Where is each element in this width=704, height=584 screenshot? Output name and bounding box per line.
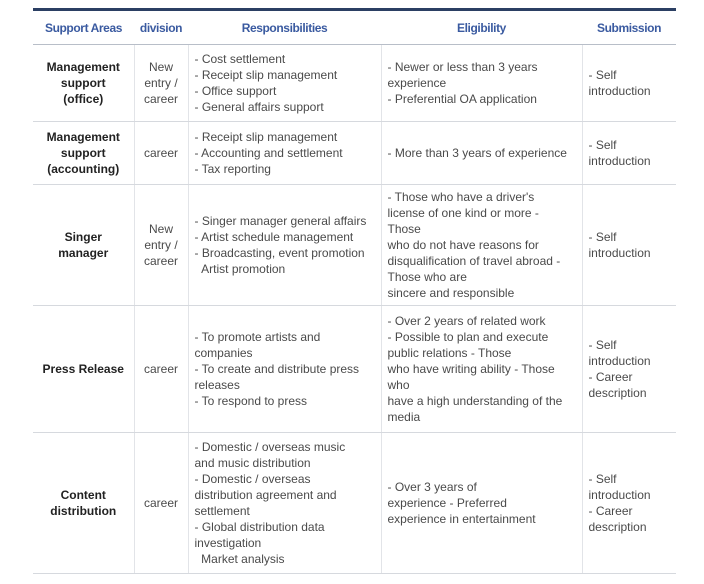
submission-line: introduction — [588, 154, 651, 168]
submission-line: description — [588, 520, 647, 534]
responsibilities-line: - Receipt slip management — [194, 68, 338, 82]
eligibility-line: sincere and responsible — [387, 286, 515, 300]
responsibilities-line: - Tax reporting — [194, 162, 271, 176]
submission-line: - Self — [588, 230, 617, 244]
support-area-cell — [33, 185, 134, 306]
submission-line: introduction — [588, 246, 651, 260]
header-support-areas: Support Areas — [33, 10, 134, 45]
responsibilities-cell — [188, 45, 381, 122]
submission-cell — [582, 306, 676, 433]
table-row — [33, 185, 676, 306]
responsibilities-line: settlement — [194, 504, 250, 518]
division-cell — [134, 306, 188, 433]
submission-cell — [582, 433, 676, 574]
submission-line: - Self — [588, 338, 617, 352]
support-area-line: (accounting) — [47, 162, 120, 176]
eligibility-line: have a high understanding of the — [387, 394, 563, 408]
division-line: career — [143, 496, 178, 510]
support-area-line: (office) — [63, 92, 104, 106]
division-cell — [134, 185, 188, 306]
eligibility-cell — [381, 433, 582, 574]
division-cell — [134, 433, 188, 574]
support-area-line: Press Release — [42, 362, 124, 376]
division-line: career — [143, 146, 178, 160]
division-line: career — [143, 254, 178, 268]
responsibilities-line: Market analysis — [194, 552, 285, 566]
submission-line: introduction — [588, 354, 651, 368]
responsibilities-line: and music distribution — [194, 456, 311, 470]
eligibility-cell — [381, 185, 582, 306]
table-row — [33, 122, 676, 185]
responsibilities-line: - Global distribution data — [194, 520, 325, 534]
responsibilities-line: - Singer manager general affairs — [194, 214, 367, 228]
submission-line: - Career — [588, 370, 633, 384]
division-line: career — [143, 362, 178, 376]
support-area-line: distribution — [50, 504, 117, 518]
division-line: entry / — [144, 76, 178, 90]
division-line: New — [148, 222, 173, 236]
responsibilities-line: - Office support — [194, 84, 277, 98]
support-area-line: support — [60, 146, 106, 160]
responsibilities-line: - General affairs support — [194, 100, 324, 114]
header-submission: Submission — [582, 10, 676, 45]
support-area-line: Content — [60, 488, 106, 502]
responsibilities-line: - Accounting and settlement — [194, 146, 343, 160]
eligibility-line: - Over 2 years of related work — [387, 314, 546, 328]
table-row — [33, 306, 676, 433]
submission-line: - Self — [588, 138, 617, 152]
eligibility-line: Those who are — [387, 270, 467, 284]
support-area-cell — [33, 122, 134, 185]
table-body — [33, 45, 676, 574]
responsibilities-line: - To respond to press — [194, 394, 308, 408]
table-row — [33, 45, 676, 122]
header-division: division — [134, 10, 188, 45]
responsibilities-cell — [188, 185, 381, 306]
eligibility-line: Those — [387, 222, 421, 236]
support-area-cell — [33, 306, 134, 433]
division-line: career — [143, 92, 178, 106]
eligibility-line: - Newer or less than 3 years — [387, 60, 538, 74]
responsibilities-line: investigation — [194, 536, 262, 550]
responsibilities-cell — [188, 306, 381, 433]
eligibility-cell — [381, 45, 582, 122]
support-area-line: Management — [46, 130, 120, 144]
eligibility-line: - Preferential OA application — [387, 92, 537, 106]
eligibility-line: who — [387, 378, 410, 392]
support-area-line: Management — [46, 60, 120, 74]
responsibilities-line: - Cost settlement — [194, 52, 286, 66]
eligibility-line: public relations - Those — [387, 346, 512, 360]
submission-cell — [582, 45, 676, 122]
support-area-cell — [33, 433, 134, 574]
responsibilities-cell — [188, 122, 381, 185]
eligibility-cell — [381, 122, 582, 185]
support-area-line: Singer manager — [58, 230, 109, 260]
header-row — [33, 10, 676, 45]
responsibilities-cell — [188, 433, 381, 574]
responsibilities-line: - Receipt slip management — [194, 130, 338, 144]
submission-line: - Self — [588, 472, 617, 486]
responsibilities-line: - Domestic / overseas music — [194, 440, 346, 454]
submission-line: introduction — [588, 84, 651, 98]
eligibility-line: experience — [387, 76, 447, 90]
eligibility-line: - Over 3 years of — [387, 480, 477, 494]
responsibilities-line: - Broadcasting, event promotion — [194, 246, 365, 260]
responsibilities-line: - To create and distribute press — [194, 362, 360, 376]
recruitment-table — [33, 8, 676, 574]
submission-cell — [582, 185, 676, 306]
eligibility-line: who do not have reasons for — [387, 238, 539, 252]
header-eligibility: Eligibility — [381, 10, 582, 45]
responsibilities-line: companies — [194, 346, 253, 360]
support-area-cell — [33, 45, 134, 122]
responsibilities-line: - Artist schedule management — [194, 230, 354, 244]
eligibility-line: - Possible to plan and execute — [387, 330, 549, 344]
submission-line: description — [588, 386, 647, 400]
responsibilities-line: releases — [194, 378, 240, 392]
division-line: New — [148, 60, 173, 74]
eligibility-line: experience - Preferred — [387, 496, 507, 510]
eligibility-cell — [381, 306, 582, 433]
division-cell — [134, 122, 188, 185]
header-responsibilities: Responsibilities — [188, 10, 381, 45]
eligibility-line: media — [387, 410, 421, 424]
responsibilities-line: - To promote artists and — [194, 330, 321, 344]
submission-line: introduction — [588, 488, 651, 502]
division-cell — [134, 45, 188, 122]
support-area-line: support — [60, 76, 106, 90]
eligibility-line: who have writing ability - Those — [387, 362, 555, 376]
responsibilities-line: distribution agreement and — [194, 488, 337, 502]
eligibility-line: - More than 3 years of experience — [387, 146, 567, 160]
division-line: entry / — [144, 238, 178, 252]
eligibility-line: disqualification of travel abroad - — [387, 254, 561, 268]
submission-line: - Self — [588, 68, 617, 82]
eligibility-line: license of one kind or more - — [387, 206, 539, 220]
table-row — [33, 433, 676, 574]
submission-cell — [582, 122, 676, 185]
submission-line: - Career — [588, 504, 633, 518]
eligibility-line: - Those who have a driver's — [387, 190, 535, 204]
responsibilities-line: Artist promotion — [194, 262, 286, 276]
eligibility-line: experience in entertainment — [387, 512, 536, 526]
recruitment-table-container — [33, 8, 676, 574]
responsibilities-line: - Domestic / overseas — [194, 472, 311, 486]
